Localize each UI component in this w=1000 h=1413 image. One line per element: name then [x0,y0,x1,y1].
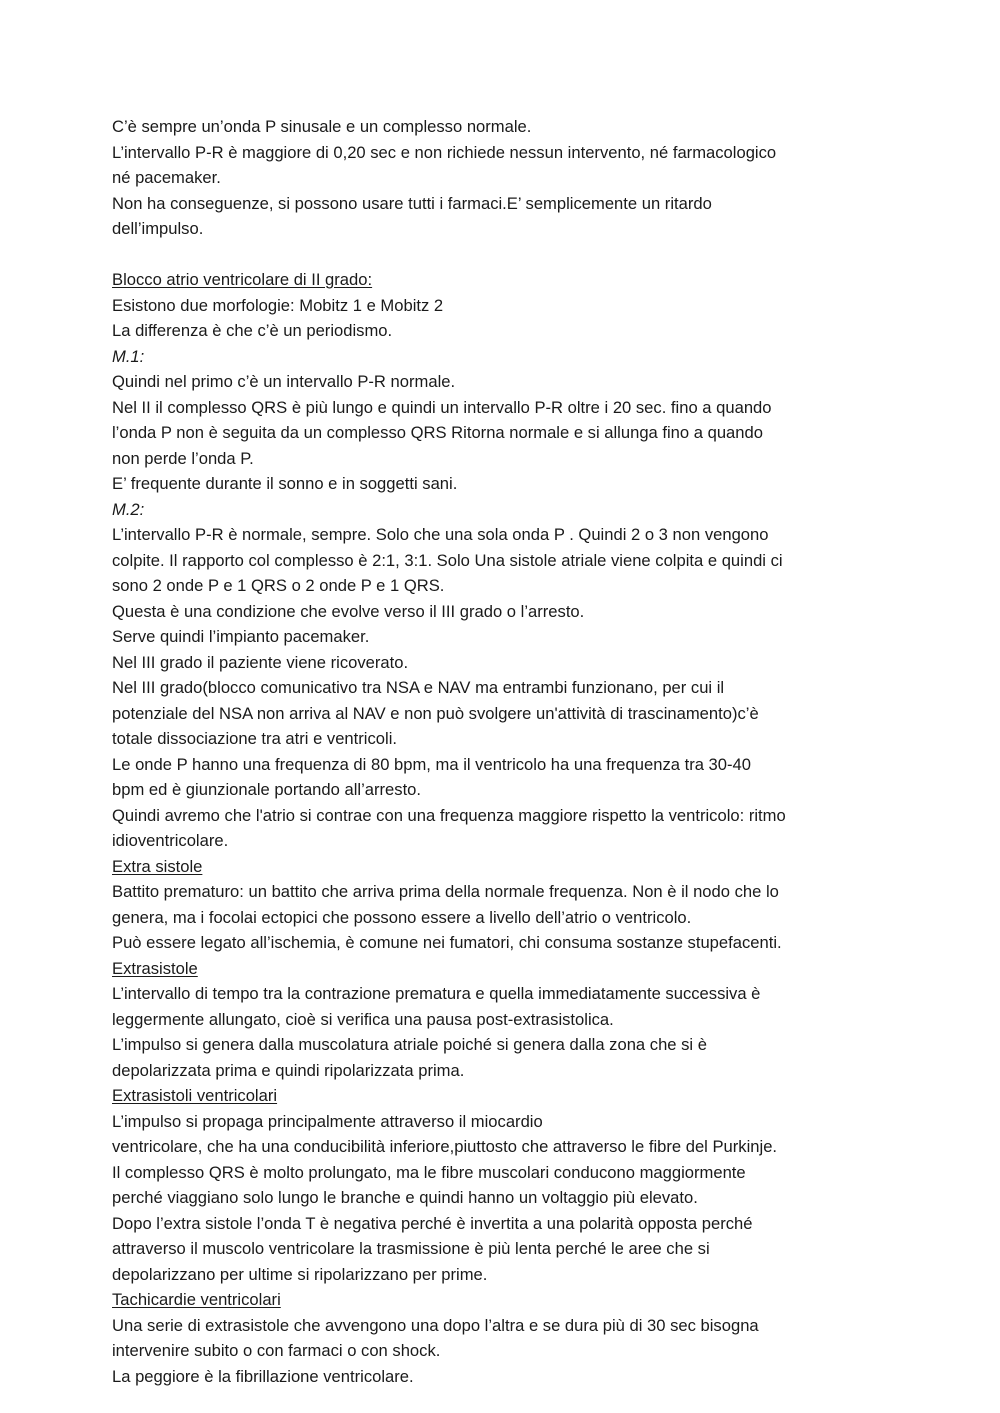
text-line: Battito prematuro: un battito che arriva prima della normale frequenza. Non è il nodo che lo [112,882,779,901]
text-line: l’onda P non è seguita da un complesso QRS Ritorna normale e si allunga fino a quando [112,423,763,442]
text-line: Nel III grado il paziente viene ricoverato. [112,652,409,672]
text-line: Dopo l’extra sistole l’onda T è negativa perché è invertita a una polarità opposta perché [112,1213,753,1233]
section-heading: Extrasistole [112,958,198,978]
text-line: attraverso il muscolo ventricolare la trasmissione è più lenta perché le aree che si [112,1239,710,1258]
text-line: Nel II il complesso QRS è più lungo e quindi un intervallo P-R oltre i 20 sec. fino a quando [112,397,772,417]
text-line: Non ha conseguenze, si possono usare tutti i farmaci.E’ semplicemente un ritardo [112,193,712,213]
text-line: potenziale del NSA non arriva al NAV e non può svolgere un'attività di trascinamento)c’è [112,703,759,723]
text-line: L’intervallo P-R è normale, sempre. Solo che una sola onda P . Quindi 2 o 3 non vengono [112,525,769,544]
text-line: Quindi nel primo c’è un intervallo P-R normale. [112,372,456,391]
text-line: depolarizzano per ultime si ripolarizzano per prime. [112,1264,488,1284]
subsection-label: M.1: [112,346,145,366]
text-line: La peggiore è la fibrillazione ventricolare. [112,1366,414,1386]
text-line: bpm ed è giunzionale portando all’arresto. [112,780,422,799]
text-line: Le onde P hanno una frequenza di 80 bpm, ma il ventricolo ha una frequenza tra 30-40 [112,754,751,774]
text-line: sono 2 onde P e 1 QRS o 2 onde P e 1 QRS. [112,576,445,595]
text-line: La differenza è che c’è un periodismo. [112,321,393,340]
text-line: Serve quindi l’impianto pacemaker. [112,627,370,646]
text-line: E’ frequente durante il sonno e in soggetti sani. [112,474,458,493]
blank-line [112,242,872,268]
text-line: Una serie di extrasistole che avvengono una dopo l’altra e se dura più di 30 sec bisogna [112,1315,759,1335]
text-line: Esistono due morfologie: Mobitz 1 e Mobitz 2 [112,295,444,315]
text-line: L’impulso si propaga principalmente attraverso il miocardio [112,1111,543,1131]
text-line: Il complesso QRS è molto prolungato, ma le fibre muscolari conducono maggiormente [112,1162,746,1182]
text-line: né pacemaker. [112,168,221,187]
section-heading: Blocco atrio ventricolare di II grado: [112,270,373,289]
text-line: Nel III grado(blocco comunicativo tra NSA e NAV ma entrambi funzionano, per cui il [112,678,725,697]
text-line: L’intervallo P-R è maggiore di 0,20 sec e non richiede nessun intervento, né farmacologico [112,142,777,162]
text-line: Quindi avremo che l'atrio si contrae con una frequenza maggiore rispetto la ventricolo: ritmo [112,805,786,825]
section-heading: Extrasistoli ventricolari [112,1086,278,1105]
text-line: colpite. Il rapporto col complesso è 2:1, 3:1. Solo Una sistole atriale viene colpita e quindi ci [112,550,783,570]
text-line: Può essere legato all’ischemia, è comune nei fumatori, chi consuma sostanze stupefacenti. [112,933,782,952]
text-line: leggermente allungato, cioè si verifica una pausa post-extrasistolica. [112,1009,614,1029]
text-line: genera, ma i focolai ectopici che possono essere a livello dell’atrio o ventricolo. [112,907,692,927]
text-line: Questa è una condizione che evolve verso il III grado o l’arresto. [112,601,585,621]
text-line: depolarizzata prima e quindi ripolarizzata prima. [112,1060,465,1080]
text-line: non perde l’onda P. [112,448,254,468]
text-line: ventricolare, che ha una conducibilità inferiore,piuttosto che attraverso le fibre del Purkinje. [112,1137,778,1156]
document-page [112,114,872,1389]
section-heading: Extra sistole [112,856,203,876]
subsection-label: M.2: [112,499,145,519]
text-line: dell’impulso. [112,219,204,238]
text-line: perché viaggiano solo lungo le branche e quindi hanno un voltaggio più elevato. [112,1188,698,1207]
text-line: L’intervallo di tempo tra la contrazione prematura e quella immediatamente successiva è [112,984,761,1003]
text-line: L’impulso si genera dalla muscolatura atriale poiché si genera dalla zona che si è [112,1035,707,1054]
text-line: idioventricolare. [112,831,229,850]
text-line: C’è sempre un’onda P sinusale e un complesso normale. [112,117,532,136]
text-line: totale dissociazione tra atri e ventricoli. [112,729,397,748]
section-heading: Tachicardie ventricolari [112,1290,281,1309]
text-line: intervenire subito o con farmaci o con shock. [112,1341,441,1360]
